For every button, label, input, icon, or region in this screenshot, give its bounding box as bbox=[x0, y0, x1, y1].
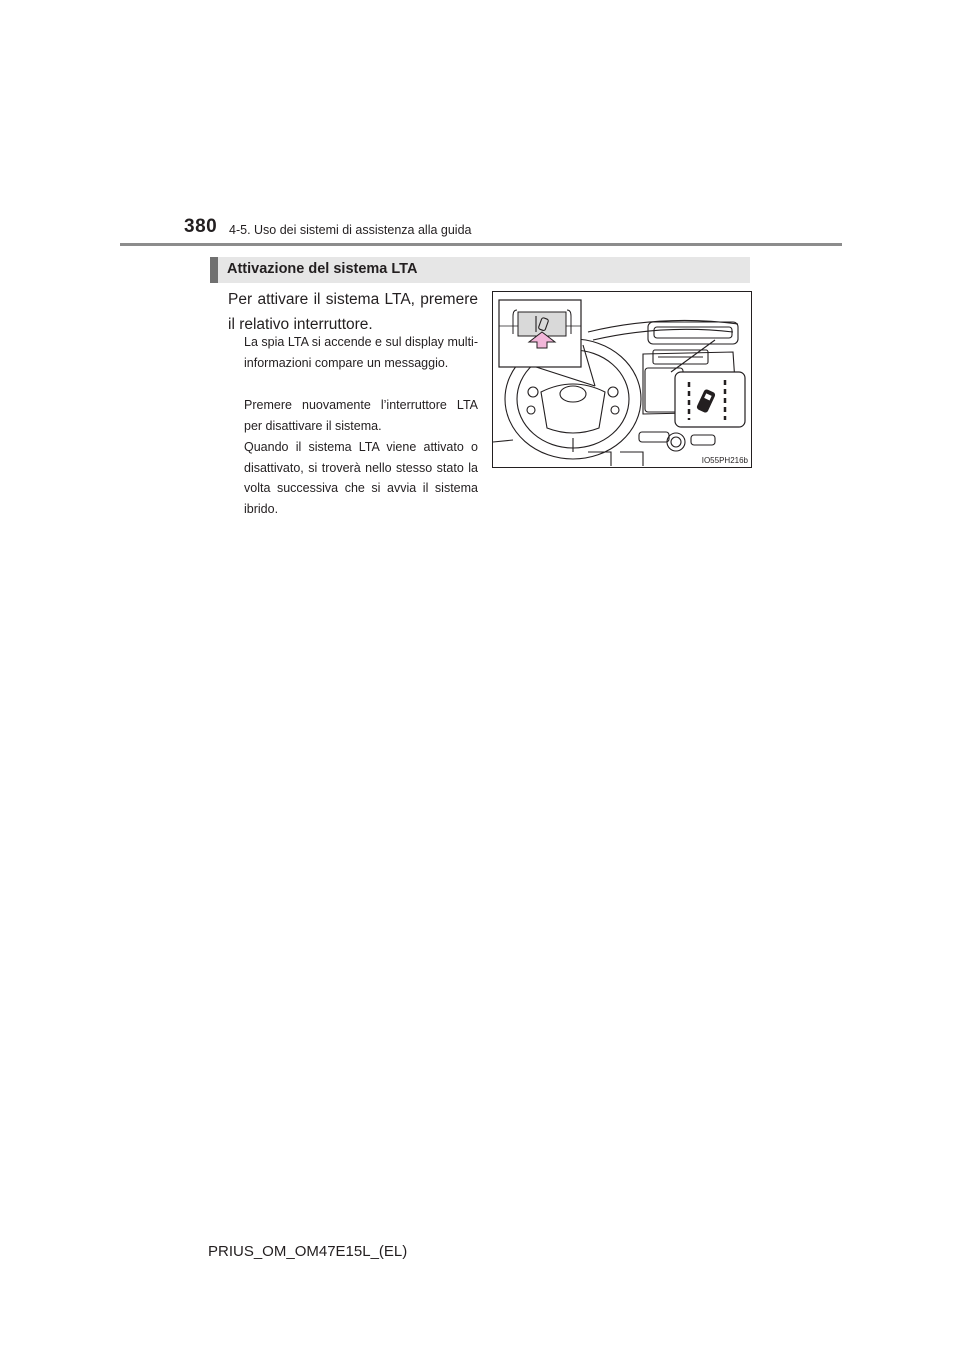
dashboard-illustration bbox=[492, 291, 752, 468]
note-3: Quando il sistema LTA viene attivato o disattivato, si troverà nello stesso stato la volta successiva che si avvia il sistema ibrido. bbox=[244, 440, 478, 516]
lta-indicator-callout bbox=[675, 372, 745, 427]
section-title: Attivazione del sistema LTA bbox=[227, 261, 418, 277]
note-2: Premere nuovamente l’interruttore LTA per disattivare il sistema. bbox=[244, 398, 478, 433]
body-paragraph: Per attivare il sistema LTA, premere il relativo interruttore. bbox=[228, 291, 478, 333]
chapter-title: 4-5. Uso dei sistemi di assistenza alla guida bbox=[229, 223, 472, 237]
lta-switch-callout bbox=[499, 300, 581, 367]
section-accent-bar bbox=[210, 257, 218, 283]
page-number: 380 bbox=[184, 216, 218, 237]
header-divider bbox=[120, 243, 842, 246]
section-heading bbox=[210, 257, 750, 283]
note-1: La spia LTA si accende e sul display multi-informazioni compare un messaggio. bbox=[244, 335, 478, 370]
figure-code: IO55PH216b bbox=[701, 456, 748, 465]
footer-document-code: PRIUS_OM_OM47E15L_(EL) bbox=[208, 1243, 408, 1260]
